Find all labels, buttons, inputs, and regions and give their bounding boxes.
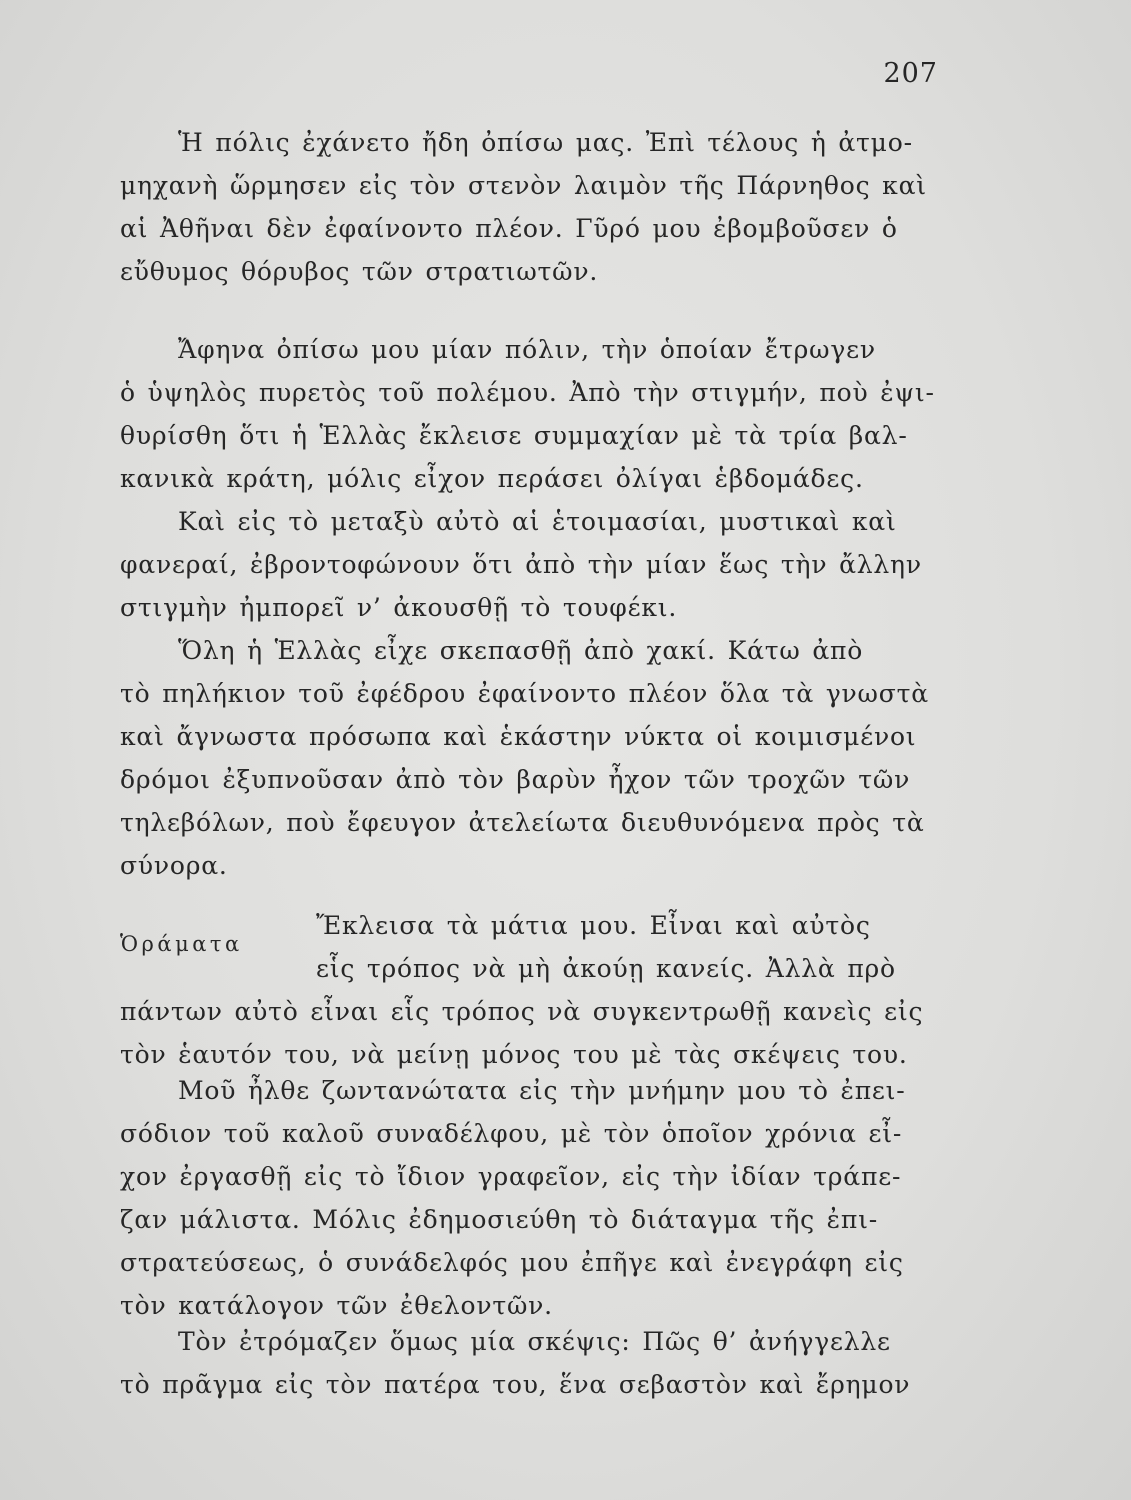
text-line: εὔθυμος θόρυβος τῶν στρατιωτῶν. [120,257,599,286]
text-line: Ἄφηνα ὀπίσω μου μίαν πόλιν, τὴν ὁποίαν ἔτρωγεν [178,335,876,364]
text-line: εἷς τρόπος νὰ μὴ ἀκούῃ κανείς. Ἀλλὰ πρὸ [316,954,896,983]
text-line: δρόμοι ἐξυπνοῦσαν ἀπὸ τὸν βαρὺν ἦχον τῶν τροχῶν τῶν [120,765,911,794]
text-line: στιγμὴν ἠμπορεῖ ν’ ἀκουσθῇ τὸ τουφέκι. [120,593,678,622]
text-line: ζαν μάλιστα. Μόλις ἐδημοσιεύθη τὸ διάταγμα τῆς ἐπι- [120,1205,878,1234]
text-line: σόδιον τοῦ καλοῦ συναδέλφου, μὲ τὸν ὁποῖον χρόνια εἶ- [120,1119,903,1148]
text-line: κανικὰ κράτη, μόλις εἶχον περάσει ὀλίγαι ἑβδομάδες. [120,464,864,493]
text-line: Ἡ πόλις ἐχάνετο ἤδη ὀπίσω μας. Ἐπὶ τέλους ἡ ἀτμο- [178,128,913,157]
margin-sidenote: Ὁράματα [120,932,243,956]
text-line: χον ἐργασθῇ εἰς τὸ ἴδιον γραφεῖον, εἰς τὴν ἰδίαν τράπε- [120,1162,902,1191]
text-line: Καὶ εἰς τὸ μεταξὺ αὐτὸ αἱ ἑτοιμασίαι, μυστικαὶ καὶ [178,507,897,536]
text-line: Μοῦ ἦλθε ζωντανώτατα εἰς τὴν μνήμην μου τὸ ἐπει- [178,1076,906,1105]
page-number: 207 [883,58,938,89]
text-line: Ὅλη ἡ Ἑλλὰς εἶχε σκεπασθῇ ἀπὸ χακί. Κάτω ἀπὸ [178,636,864,665]
text-line: θυρίσθη ὅτι ἡ Ἑλλὰς ἔκλεισε συμμαχίαν μὲ τὰ τρία βαλ- [120,421,908,450]
text-line: τὸν κατάλογον τῶν ἐθελοντῶν. [120,1291,553,1320]
paragraph [120,904,970,1076]
text-line: στρατεύσεως, ὁ συνάδελφός μου ἐπῆγε καὶ ἐνεγράφη εἰς [120,1248,904,1277]
paragraph [120,121,970,293]
text-line: τὸ πηλήκιον τοῦ ἐφέδρου ἐφαίνοντο πλέον ὅλα τὰ γνωστὰ [120,679,929,708]
text-line: τηλεβόλων, ποὺ ἔφευγον ἀτελείωτα διευθυνόμενα πρὸς τὰ [120,808,925,837]
text-line: ὁ ὑψηλὸς πυρετὸς τοῦ πολέμου. Ἀπὸ τὴν στιγμήν, ποὺ ἐψι- [120,378,935,407]
text-line: Τὸν ἐτρόμαζεν ὅμως μία σκέψις: Πῶς θ’ ἀνήγγελλε [178,1327,891,1356]
paragraph [120,1069,970,1327]
text-line: αἱ Ἀθῆναι δὲν ἐφαίνοντο πλέον. Γῦρό μου ἐβομβοῦσεν ὁ [120,214,898,243]
paragraph [120,500,970,629]
text-line: καὶ ἄγνωστα πρόσωπα καὶ ἑκάστην νύκτα οἱ κοιμισμένοι [120,722,917,751]
text-line: σύνορα. [120,851,228,880]
paragraph [120,328,970,500]
paragraph [120,629,970,887]
text-line: πάντων αὐτὸ εἶναι εἷς τρόπος νὰ συγκεντρωθῇ κανεὶς εἰς [120,997,924,1026]
text-line: Ἔκλεισα τὰ μάτια μου. Εἶναι καὶ αὐτὸς [316,911,871,940]
paragraph [120,1320,970,1406]
text-line: μηχανὴ ὥρμησεν εἰς τὸν στενὸν λαιμὸν τῆς Πάρνηθος καὶ [120,171,927,200]
text-line: τὸ πρᾶγμα εἰς τὸν πατέρα του, ἕνα σεβαστὸν καὶ ἔρημον [120,1370,911,1399]
text-line: τὸν ἑαυτόν του, νὰ μείνῃ μόνος του μὲ τὰς σκέψεις του. [120,1040,908,1069]
text-line: φανεραί, ἐβροντοφώνουν ὅτι ἀπὸ τὴν μίαν ἕως τὴν ἄλλην [120,550,922,579]
